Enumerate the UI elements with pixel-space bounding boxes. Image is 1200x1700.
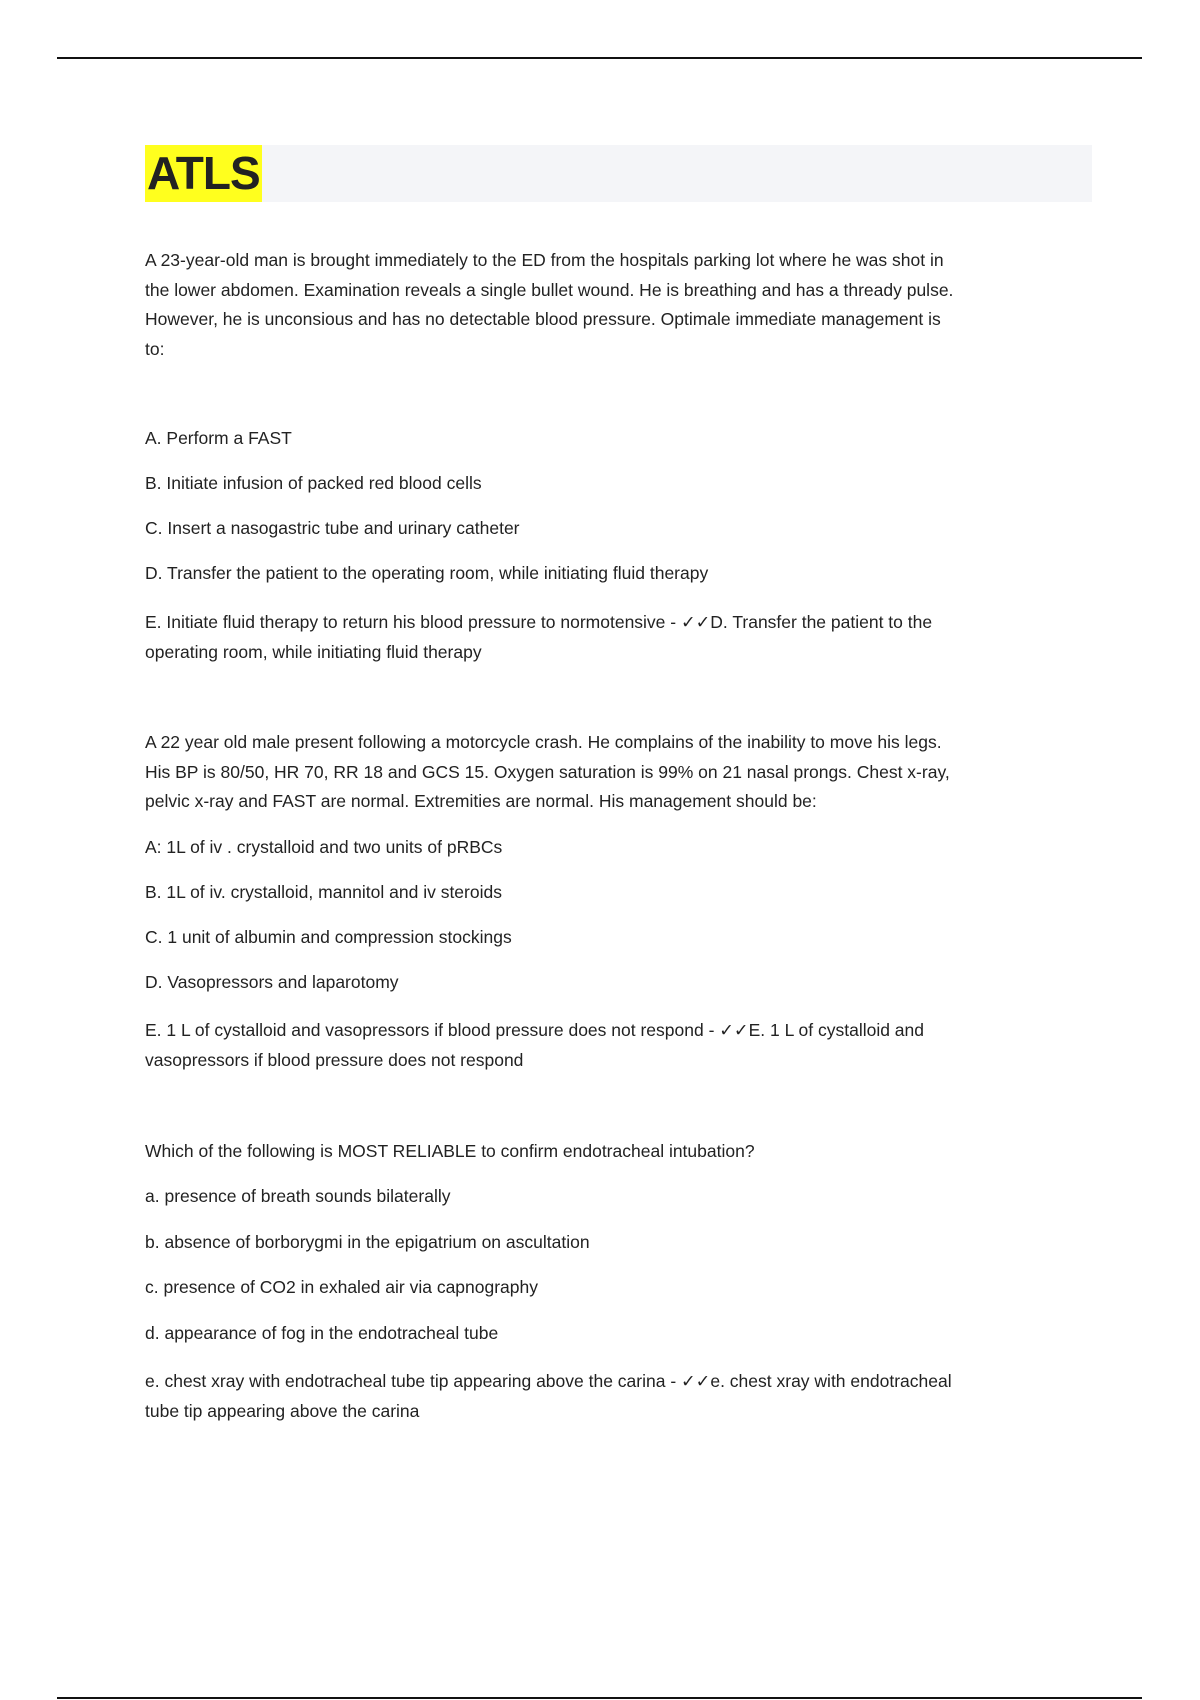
answer-option: a. presence of breath sounds bilaterally <box>145 1186 451 1206</box>
page-title: ATLS <box>145 145 262 202</box>
answer-option: c. presence of CO2 in exhaled air via capnography <box>145 1277 539 1297</box>
answer-option: D. Vasopressors and laparotomy <box>145 972 399 992</box>
answer-option-with-key <box>145 608 1105 667</box>
bottom-rule <box>57 1697 1142 1699</box>
question-stem-line: However, he is unconsious and has no detectable blood pressure. Optimale immediate management is <box>145 309 941 329</box>
question-stem-line: pelvic x-ray and FAST are normal. Extremities are normal. His management should be: <box>145 791 817 811</box>
question-stem-line: to: <box>145 338 165 359</box>
answer-key-line: E. 1 L of cystalloid and vasopressors if blood pressure does not respond - ✓✓E. 1 L of cystalloid and <box>145 1020 925 1040</box>
top-rule <box>57 57 1142 59</box>
title-bar <box>145 145 1092 202</box>
answer-option: D. Transfer the patient to the operating room, while initiating fluid therapy <box>145 563 709 583</box>
answer-option: C. Insert a nasogastric tube and urinary catheter <box>145 518 520 538</box>
question-stem-line: A 23-year-old man is brought immediately to the ED from the hospitals parking lot where he was shot in <box>145 250 944 270</box>
answer-option: d. appearance of fog in the endotracheal tube <box>145 1323 499 1343</box>
answer-option: B. 1L of iv. crystalloid, mannitol and iv steroids <box>145 882 502 902</box>
answer-key-line: vasopressors if blood pressure does not respond <box>145 1049 524 1070</box>
answer-option-with-key <box>145 1016 1105 1075</box>
answer-key-line: E. Initiate fluid therapy to return his blood pressure to normotensive - ✓✓D. Transfer the patient to the <box>145 612 933 632</box>
question-stem-line: the lower abdomen. Examination reveals a single bullet wound. He is breathing and has a thready pulse. <box>145 279 954 300</box>
answer-option-with-key <box>145 1367 1105 1426</box>
question-stem-line: Which of the following is MOST RELIABLE to confirm endotracheal intubation? <box>145 1141 755 1161</box>
answer-option: A. Perform a FAST <box>145 428 292 448</box>
answer-key-line: tube tip appearing above the carina <box>145 1400 420 1421</box>
answer-key-line: e. chest xray with endotracheal tube tip appearing above the carina - ✓✓e. chest xray with endotracheal <box>145 1371 952 1391</box>
answer-key-line: operating room, while initiating fluid therapy <box>145 641 482 662</box>
answer-option: A: 1L of iv . crystalloid and two units of pRBCs <box>145 837 503 857</box>
answer-option: B. Initiate infusion of packed red blood cells <box>145 473 482 493</box>
question-stem <box>145 728 1105 817</box>
answer-option: b. absence of borborygmi in the epigatrium on ascultation <box>145 1232 590 1252</box>
answer-option: C. 1 unit of albumin and compression stockings <box>145 927 512 947</box>
question-stem-line: His BP is 80/50, HR 70, RR 18 and GCS 15. Oxygen saturation is 99% on 21 nasal prongs. Chest x-ray, <box>145 761 950 782</box>
question-stem <box>145 246 1105 364</box>
question-stem-line: A 22 year old male present following a motorcycle crash. He complains of the inability to move his legs. <box>145 732 942 752</box>
question-stem <box>145 1137 1105 1167</box>
